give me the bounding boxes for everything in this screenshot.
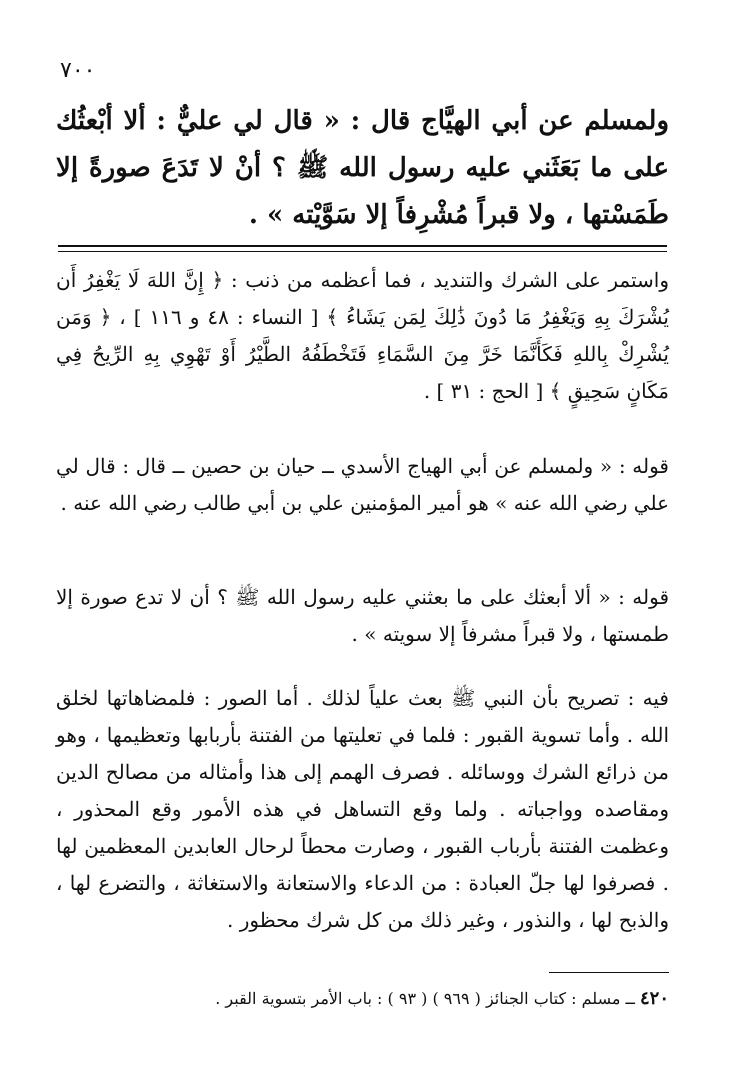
hadith-text: ولمسلم عن أبي الهيَّاج قال : « قال لي عليٌّ : ألا أبْعثُك على ما بَعَثَني عليه رسول الله ﷺ ؟ أنْ لا تَدَعَ صورةً إلا طَمَسْتها ، ولا قبراً مُشْرِفاً إلا سَوَّيْته » .: [56, 106, 669, 230]
commentary-paragraph-4: فيه : تصريح بأن النبي ﷺ بعث علياً لذلك . أما الصور : فلمضاهاتها لخلق الله . وأما تسوية القبور : فلما في تعليتها من الفتنة بأربابها وتعظيمها ، وهو من ذرائع الشرك ووسائله . فصرف الهمم إلى هذا وأمثاله من مصالح الدين ومقاصده وواجباته . ولما وقع التساهل في هذه الأمور وقع المحذور ، وعظمت الفتنة بأرباب القبور ، وصارت محطاً لرحال العابدين المعظمين لها . فصرفوا لها جلّ العبادة : من الدعاء والاستعانة والاستغاثة ، والتضرع لها ، والذبح لها ، والنذور ، وغير ذلك من كل شرك محظور .: [56, 686, 669, 932]
section-divider: [58, 245, 667, 252]
footnote-divider: [549, 972, 669, 973]
commentary-paragraph-2: قوله : « ولمسلم عن أبي الهياج الأسدي ــ حيان بن حصين ــ قال : قال لي علي رضي الله عنه » هو أمير المؤمنين علي بن أبي طالب رضي الله عنه .: [56, 454, 669, 515]
footnote-number: ٤٢٠: [639, 988, 669, 1009]
page-number: ٧٠٠: [60, 58, 96, 83]
commentary-paragraph-3: قوله : « ألا أبعثك على ما بعثني عليه رسول الله ﷺ ؟ أن لا تدع صورة إلا طمستها ، ولا قبراً مشرفاً إلا سويته » .: [56, 585, 669, 646]
footnote: [56, 986, 669, 1012]
commentary-paragraph-1: واستمر على الشرك والتنديد ، فما أعظمه من ذنب : ﴿ إِنَّ اللهَ لَا يَغْفِرُ أَن يُشْرَكَ بِهِ وَيَغْفِرُ مَا دُونَ ذَٰلِكَ لِمَن يَشَاءُ ﴾ [ النساء : ٤٨ و ١١٦ ] ، ﴿ وَمَن يُشْرِكْ بِاللهِ فَكَأَنَّمَا خَرَّ مِنَ السَّمَاءِ فَتَخْطَفُهُ الطَّيْرُ أَوْ تَهْوِي بِهِ الرِّيحُ فِي مَكَانٍ سَحِيقٍ ﴾ [ الحج : ٣١ ] .: [56, 268, 669, 403]
footnote-text: ــ مسلم : كتاب الجنائز ( ٩٦٩ ) ( ٩٣ ) : باب الأمر بتسوية القبر .: [215, 989, 635, 1008]
